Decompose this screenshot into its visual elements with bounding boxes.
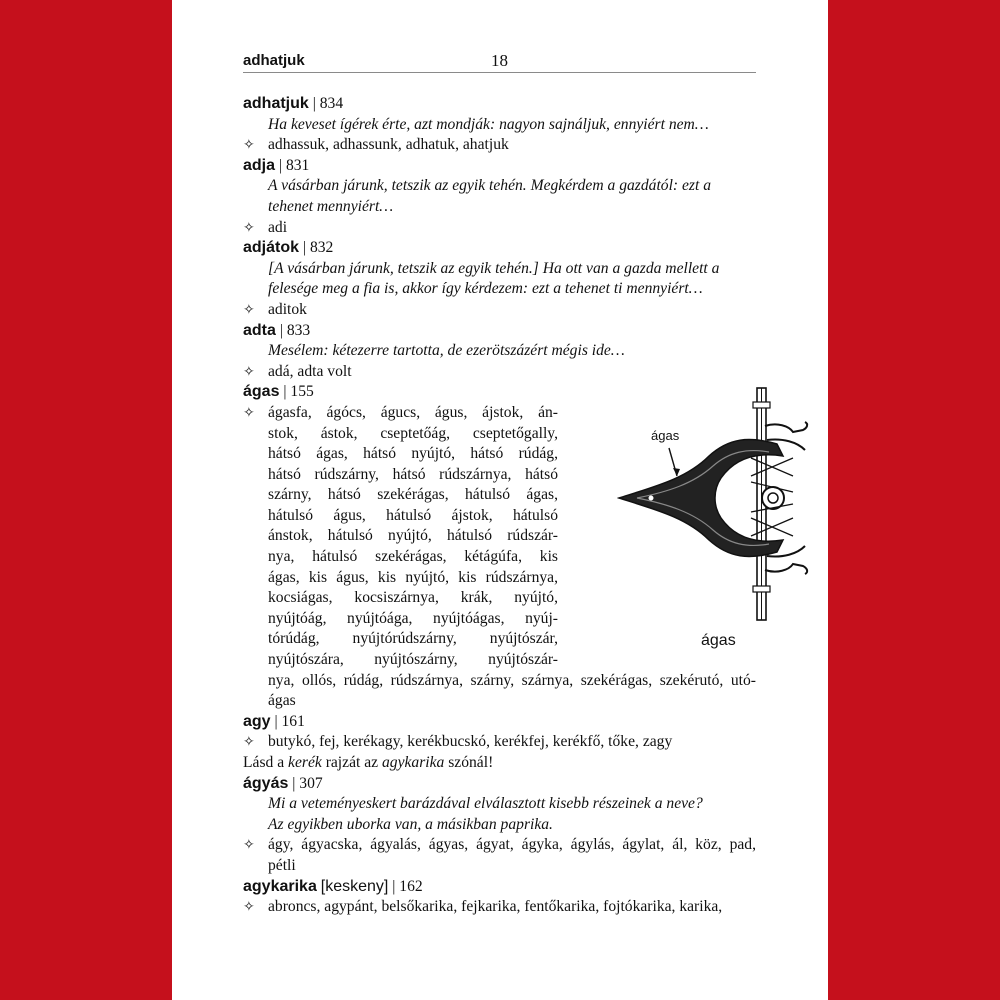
headword: adhatjuk	[243, 95, 309, 112]
variants-line: tórúdág, nyújtórúdszárny, nyújtószár,	[268, 630, 558, 648]
variants-line: hátsó rúdszárny, hátsó rúdszárnya, hátsó	[268, 465, 558, 483]
entry	[243, 94, 756, 156]
note-reference: agykarika	[381, 754, 445, 771]
variants-line: pétli	[268, 856, 296, 874]
wagon-fork-drawing	[617, 386, 828, 626]
headword: ágas	[243, 383, 280, 401]
variants-line: ánstok, hátulsó nyújtó, hátulsó rúdszár-	[268, 527, 558, 545]
running-header	[243, 52, 756, 73]
example-text: A vásárban járunk, tetszik az egyik tehén. Megkérdem a gazdától: ezt a	[268, 177, 712, 195]
qualifier: [keskeny]	[320, 877, 389, 895]
four-pointed-star-icon: ✧	[243, 899, 255, 916]
entry	[243, 156, 756, 238]
variants-line: nya, ollós, rúdág, rúdszárnya, szárny, szárnya, szekérágas, szekérutó, utó-	[268, 671, 756, 689]
note-text: szónál!	[444, 754, 494, 771]
dictionary-page	[172, 0, 828, 1000]
four-pointed-star-icon: ✧	[243, 404, 255, 421]
headword: agy	[243, 712, 271, 730]
entry-number: | 307	[292, 774, 323, 792]
variants-text: adi	[268, 218, 288, 236]
four-pointed-star-icon: ✧	[243, 137, 255, 154]
figure-label: ágas	[651, 428, 680, 443]
example-text: Ha keveset ígérek érte, azt mondják: nagyon sajnáljuk, ennyiért nem…	[268, 115, 709, 133]
entry	[243, 774, 756, 877]
entry-number: | 155	[283, 383, 314, 401]
entry-number: | 161	[274, 712, 305, 730]
variants-line: ágas, kis águs, kis nyújtó, kis rúdszárnya,	[268, 568, 558, 586]
headword: adjátok	[243, 239, 300, 257]
note-text: rajzát az	[321, 754, 382, 771]
page-number: 18	[491, 51, 508, 70]
variants-line: ágasfa, ágócs, águcs, águs, ájstok, án-	[268, 403, 558, 421]
four-pointed-star-icon: ✧	[243, 219, 255, 236]
variants-block	[243, 403, 558, 671]
entry	[243, 877, 756, 918]
four-pointed-star-icon: ✧	[243, 837, 255, 854]
four-pointed-star-icon: ✧	[243, 301, 255, 318]
four-pointed-star-icon: ✧	[243, 734, 255, 751]
note-reference: kerék	[288, 754, 322, 771]
entry	[243, 238, 756, 320]
headword: adja	[243, 156, 276, 174]
entry	[243, 712, 756, 774]
header-word: adhatjuk	[243, 52, 305, 69]
variants-text: adá, adta volt	[268, 362, 352, 380]
four-pointed-star-icon: ✧	[243, 363, 255, 380]
entry-number: | 832	[302, 239, 334, 257]
entry-number: | 162	[392, 877, 423, 895]
headword: agykarika	[243, 877, 317, 895]
variants-line: nyújtószára, nyújtószárny, nyújtószár-	[268, 651, 558, 669]
example-text: tehenet mennyiért…	[268, 197, 394, 215]
variants-line: stok, ástok, cseptetőág, cseptetőgally,	[268, 424, 558, 442]
variants-line: ágy, ágyacska, ágyalás, ágyas, ágyat, ágyka, ágylás, ágylat, ál, köz, pad,	[268, 836, 756, 854]
variants-line: hátulsó águs, hátulsó ájstok, hátulsó	[268, 506, 558, 524]
entry-number: | 833	[279, 321, 311, 339]
example-text: [A vásárban járunk, tetszik az egyik tehén.] Ha ott van a gazda mellett a	[268, 259, 720, 277]
variants-line: szárny, hátsó szekérágas, hátulsó ágas,	[268, 486, 558, 504]
variants-text: butykó, fej, kerékagy, kerékbucskó, kerékfej, kerékfő, tőke, zagy	[268, 733, 673, 751]
variants-line: hátsó ágas, hátsó nyújtó, hátsó rúdág,	[268, 445, 558, 463]
entry-number: | 831	[278, 156, 310, 174]
headword: adta	[243, 321, 276, 339]
agas-illustration	[617, 386, 828, 656]
entry-number: | 834	[312, 95, 344, 112]
variants-line: kocsiágas, kocsiszárnya, krák, nyújtó,	[268, 589, 558, 607]
variants-line: nyújtóág, nyújtóága, nyújtóágas, nyúj-	[268, 609, 558, 627]
variants-text: adhassuk, adhassunk, adhatuk, ahatjuk	[268, 136, 509, 154]
example-text: Mesélem: kétezerre tartotta, de ezerötszázért mégis ide…	[268, 342, 625, 360]
variants-line: ágas	[268, 692, 296, 710]
entry	[243, 321, 756, 383]
example-text: felesége meg a fia is, akkor így kérdezem: ezt a tehenet ti mennyiért…	[268, 280, 703, 298]
example-text: Mi a veteményeskert barázdával elválasztott kisebb részeinek a neve?	[268, 795, 703, 813]
figure-caption: ágas	[701, 632, 736, 649]
variants-text: aditok	[268, 300, 307, 318]
variants-text: abroncs, agypánt, belsőkarika, fejkarika, fentőkarika, fojtókarika, karika,	[268, 898, 723, 916]
variants-line: nya, hátulsó szekérágas, kétágúfa, kis	[268, 548, 558, 566]
example-text: Az egyikben uborka van, a másikban paprika.	[268, 815, 553, 833]
cross-reference-note	[243, 753, 756, 774]
note-text: Lásd a	[243, 754, 289, 771]
headword: ágyás	[243, 774, 289, 792]
